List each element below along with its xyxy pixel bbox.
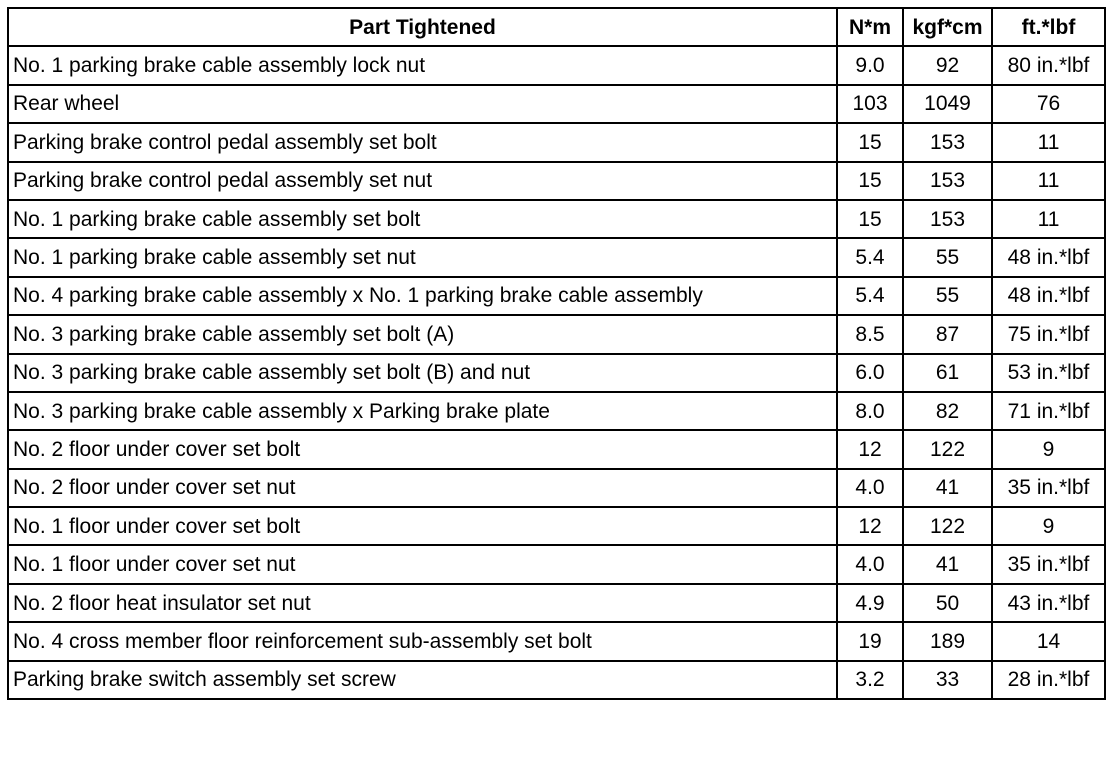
cell-nm: 5.4 <box>837 238 903 276</box>
table-row <box>8 200 1105 238</box>
table-body <box>8 46 1105 699</box>
cell-part-tightened: Rear wheel <box>8 85 837 123</box>
cell-kgf-cm: 122 <box>903 507 992 545</box>
cell-part-tightened: No. 1 parking brake cable assembly lock nut <box>8 46 837 84</box>
cell-part-tightened: No. 4 cross member floor reinforcement sub-assembly set bolt <box>8 622 837 660</box>
cell-part-tightened: No. 3 parking brake cable assembly set bolt (A) <box>8 315 837 353</box>
column-header-part: Part Tightened <box>8 8 837 46</box>
cell-part-tightened: No. 1 parking brake cable assembly set nut <box>8 238 837 276</box>
column-header-nm: N*m <box>837 8 903 46</box>
cell-kgf-cm: 1049 <box>903 85 992 123</box>
cell-kgf-cm: 55 <box>903 238 992 276</box>
cell-ft-lbf: 80 in.*lbf <box>992 46 1105 84</box>
cell-ft-lbf: 43 in.*lbf <box>992 584 1105 622</box>
cell-part-tightened: No. 2 floor heat insulator set nut <box>8 584 837 622</box>
cell-part-tightened: Parking brake control pedal assembly set bolt <box>8 123 837 161</box>
table-row <box>8 661 1105 699</box>
cell-ft-lbf: 76 <box>992 85 1105 123</box>
cell-nm: 4.0 <box>837 469 903 507</box>
table-row <box>8 123 1105 161</box>
cell-kgf-cm: 92 <box>903 46 992 84</box>
cell-nm: 19 <box>837 622 903 660</box>
cell-nm: 4.0 <box>837 545 903 583</box>
cell-nm: 9.0 <box>837 46 903 84</box>
cell-kgf-cm: 189 <box>903 622 992 660</box>
table-row <box>8 469 1105 507</box>
cell-kgf-cm: 87 <box>903 315 992 353</box>
cell-ft-lbf: 53 in.*lbf <box>992 354 1105 392</box>
cell-part-tightened: No. 1 floor under cover set nut <box>8 545 837 583</box>
cell-kgf-cm: 41 <box>903 545 992 583</box>
table-row <box>8 392 1105 430</box>
column-header-ft: ft.*lbf <box>992 8 1105 46</box>
cell-kgf-cm: 82 <box>903 392 992 430</box>
cell-part-tightened: No. 4 parking brake cable assembly x No. 1 parking brake cable assembly <box>8 277 837 315</box>
cell-ft-lbf: 48 in.*lbf <box>992 277 1105 315</box>
column-header-kgf: kgf*cm <box>903 8 992 46</box>
cell-kgf-cm: 41 <box>903 469 992 507</box>
cell-nm: 6.0 <box>837 354 903 392</box>
cell-ft-lbf: 35 in.*lbf <box>992 469 1105 507</box>
cell-ft-lbf: 75 in.*lbf <box>992 315 1105 353</box>
cell-ft-lbf: 11 <box>992 123 1105 161</box>
cell-kgf-cm: 50 <box>903 584 992 622</box>
table-row <box>8 238 1105 276</box>
cell-nm: 15 <box>837 200 903 238</box>
cell-nm: 5.4 <box>837 277 903 315</box>
table-row <box>8 315 1105 353</box>
cell-part-tightened: No. 2 floor under cover set nut <box>8 469 837 507</box>
cell-ft-lbf: 48 in.*lbf <box>992 238 1105 276</box>
cell-nm: 15 <box>837 162 903 200</box>
cell-ft-lbf: 71 in.*lbf <box>992 392 1105 430</box>
cell-nm: 8.0 <box>837 392 903 430</box>
table-row <box>8 584 1105 622</box>
table-row <box>8 162 1105 200</box>
cell-part-tightened: No. 1 floor under cover set bolt <box>8 507 837 545</box>
cell-ft-lbf: 11 <box>992 162 1105 200</box>
cell-ft-lbf: 35 in.*lbf <box>992 545 1105 583</box>
table-row <box>8 507 1105 545</box>
cell-nm: 12 <box>837 507 903 545</box>
cell-part-tightened: Parking brake control pedal assembly set nut <box>8 162 837 200</box>
cell-nm: 103 <box>837 85 903 123</box>
cell-ft-lbf: 11 <box>992 200 1105 238</box>
cell-ft-lbf: 9 <box>992 430 1105 468</box>
cell-part-tightened: No. 1 parking brake cable assembly set bolt <box>8 200 837 238</box>
table-row <box>8 545 1105 583</box>
cell-kgf-cm: 61 <box>903 354 992 392</box>
table-row <box>8 85 1105 123</box>
cell-nm: 3.2 <box>837 661 903 699</box>
cell-part-tightened: No. 2 floor under cover set bolt <box>8 430 837 468</box>
table-header-row <box>8 8 1105 46</box>
table-row <box>8 430 1105 468</box>
table-row <box>8 354 1105 392</box>
cell-ft-lbf: 9 <box>992 507 1105 545</box>
cell-ft-lbf: 14 <box>992 622 1105 660</box>
cell-kgf-cm: 153 <box>903 200 992 238</box>
cell-part-tightened: No. 3 parking brake cable assembly set bolt (B) and nut <box>8 354 837 392</box>
torque-specification-table <box>7 7 1106 700</box>
table-row <box>8 277 1105 315</box>
cell-kgf-cm: 122 <box>903 430 992 468</box>
cell-part-tightened: No. 3 parking brake cable assembly x Parking brake plate <box>8 392 837 430</box>
cell-part-tightened: Parking brake switch assembly set screw <box>8 661 837 699</box>
cell-kgf-cm: 33 <box>903 661 992 699</box>
cell-ft-lbf: 28 in.*lbf <box>992 661 1105 699</box>
cell-nm: 8.5 <box>837 315 903 353</box>
table-row <box>8 46 1105 84</box>
cell-nm: 12 <box>837 430 903 468</box>
cell-kgf-cm: 153 <box>903 123 992 161</box>
table-row <box>8 622 1105 660</box>
cell-kgf-cm: 55 <box>903 277 992 315</box>
cell-nm: 15 <box>837 123 903 161</box>
cell-kgf-cm: 153 <box>903 162 992 200</box>
cell-nm: 4.9 <box>837 584 903 622</box>
